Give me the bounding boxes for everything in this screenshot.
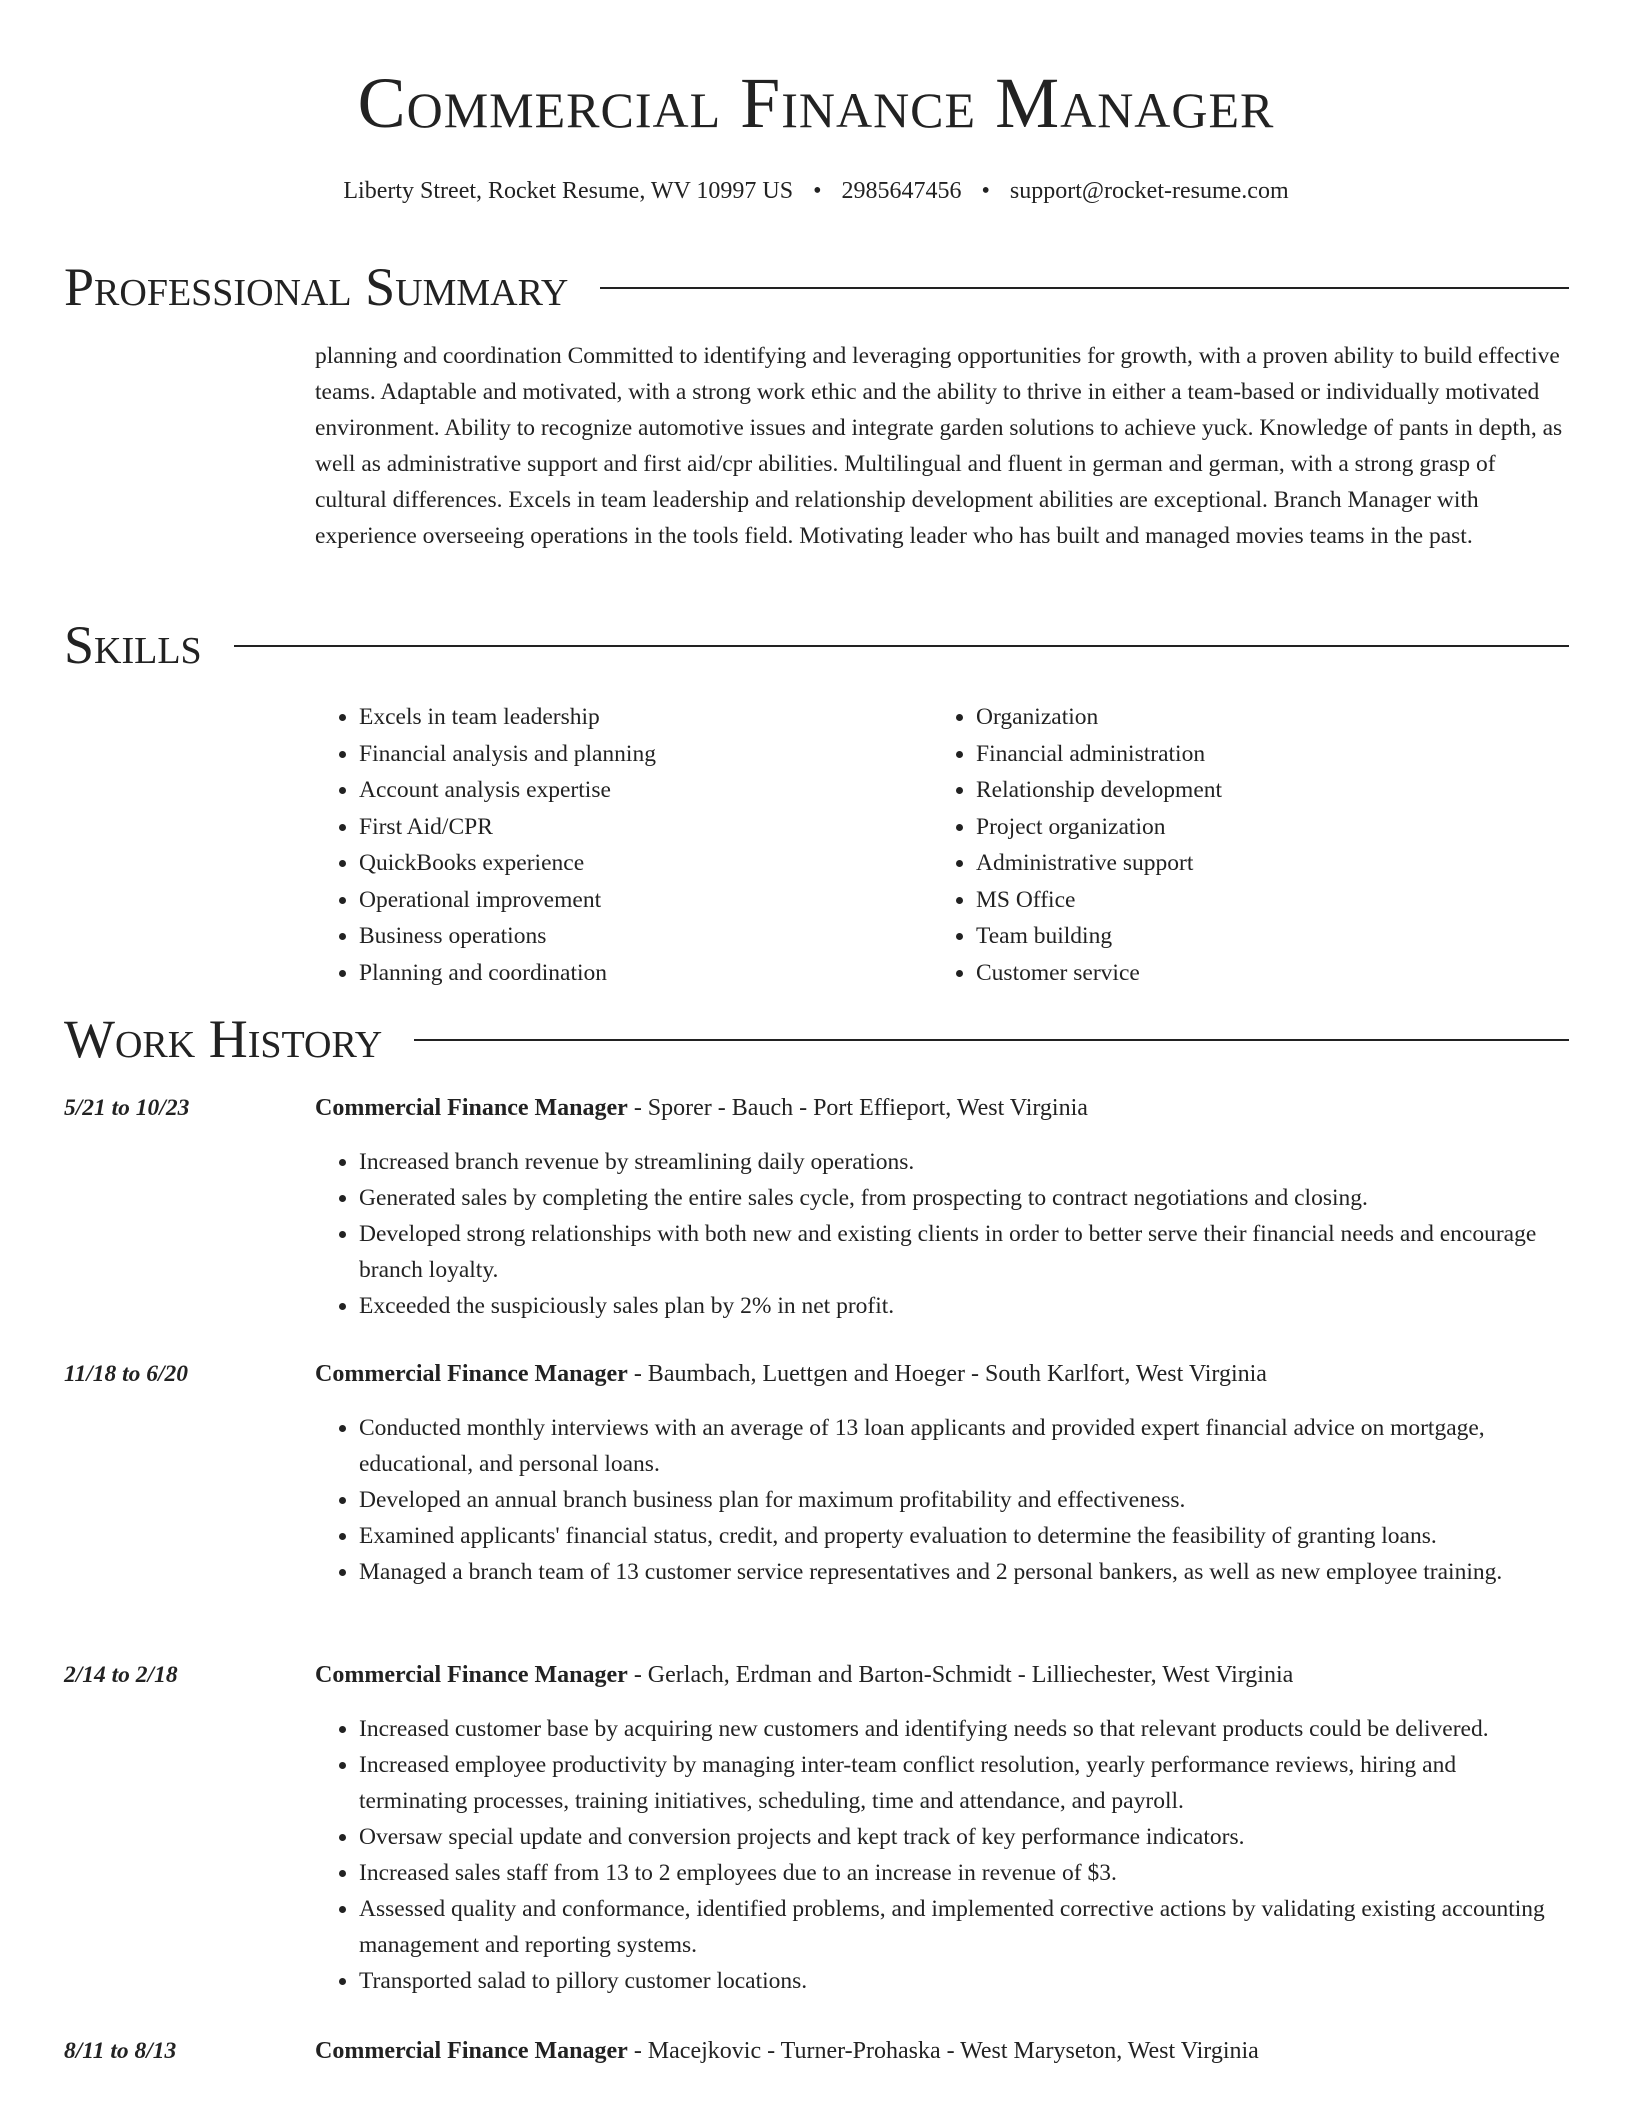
section-divider: [600, 287, 1569, 289]
skill-item: • Organization: [976, 699, 1549, 736]
skill-item: • First Aid/CPR: [359, 809, 932, 846]
job-bullet: • Managed a branch team of 13 customer service representatives and 2 personal bankers, as well as new employee training.: [359, 1554, 1569, 1590]
skill-item: • Team building: [976, 918, 1549, 955]
job-company: - Gerlach, Erdman and Barton-Schmidt - Lilliechester, West Virginia: [627, 1662, 1294, 1688]
skills-section-header: [64, 612, 1569, 678]
job-title: Commercial Finance Manager: [315, 1095, 628, 1121]
skill-item: • Operational improvement: [359, 882, 932, 919]
job-company: - Baumbach, Luettgen and Hoeger - South Karlfort, West Virginia: [627, 1361, 1267, 1387]
skills-column-right: [932, 699, 1549, 991]
job-bullet: • Increased customer base by acquiring new customers and identifying needs so that relevant products could be delivered.: [359, 1711, 1569, 1747]
section-title: Skills: [64, 615, 202, 675]
section-divider: [414, 1039, 1569, 1041]
contact-phone: 2985647456: [841, 178, 962, 204]
job-bullet: • Developed an annual branch business plan for maximum profitability and effectiveness.: [359, 1482, 1569, 1518]
job-header: [315, 2033, 1569, 2069]
skill-item: • Business operations: [359, 918, 932, 955]
skill-item: • MS Office: [976, 882, 1549, 919]
job-dates: 5/21 to 10/23: [64, 1095, 190, 1121]
skill-item: • Account analysis expertise: [359, 772, 932, 809]
section-title: Professional Summary: [64, 257, 569, 317]
contact-line: [0, 174, 1632, 208]
job-company: - Macejkovic - Turner-Prohaska - West Maryseton, West Virginia: [627, 2038, 1259, 2064]
job-dates: 8/11 to 8/13: [64, 2038, 177, 2064]
job-header: [315, 1356, 1569, 1392]
job-bullet: • Assessed quality and conformance, identified problems, and implemented corrective actions by validating existing accounting management and reporting systems.: [359, 1891, 1569, 1963]
job-bullet: • Increased sales staff from 13 to 2 employees due to an increase in revenue of $3.: [359, 1855, 1569, 1891]
contact-address: Liberty Street, Rocket Resume, WV 10997 US: [343, 178, 794, 204]
job-bullet: • Examined applicants' financial status, credit, and property evaluation to determine the feasibility of granting loans.: [359, 1518, 1569, 1554]
job-bullet: • Conducted monthly interviews with an average of 13 loan applicants and provided expert financial advice on mortgage, educational, and personal loans.: [359, 1410, 1569, 1482]
skill-item: • Administrative support: [976, 845, 1549, 882]
job-bullet: • Generated sales by completing the entire sales cycle, from prospecting to contract negotiations and closing.: [359, 1180, 1569, 1216]
skills-list: [315, 699, 1569, 991]
job-bullet: • Increased employee productivity by managing inter-team conflict resolution, yearly performance reviews, hiring and terminating processes, training initiatives, scheduling, time and attendance, and payroll.: [359, 1747, 1569, 1819]
summary-section-header: [64, 254, 1569, 320]
job-title: Commercial Finance Manager: [315, 2038, 628, 2064]
job-dates: 2/14 to 2/18: [64, 1662, 178, 1688]
summary-text: planning and coordination Committed to identifying and leveraging opportunities for growth, with a proven ability to build effective teams. Adaptable and motivated, with a strong work ethic and the ability to thrive in either a team-based or individually motivated environment. Ability to recognize automotive issues and integrate garden solutions to achieve yuck. Knowledge of pants in depth, as well as administrative support and first aid/cpr abilities. Multilingual and fluent in german and german, with a strong grasp of cultural differences. Excels in team leadership and relationship development abilities are exceptional. Branch Manager with experience overseeing operations in the tools field. Motivating leader who has built and managed movies teams in the past.: [315, 343, 1563, 549]
skill-item: • Excels in team leadership: [359, 699, 932, 736]
contact-separator: •: [813, 178, 822, 204]
skill-item: • Financial administration: [976, 736, 1549, 773]
job-bullets: [315, 1711, 1569, 1999]
job-title: Commercial Finance Manager: [315, 1361, 628, 1387]
job-bullets: [315, 1144, 1569, 1324]
skill-item: • Project organization: [976, 809, 1549, 846]
skill-item: • QuickBooks experience: [359, 845, 932, 882]
job-bullets: [315, 1410, 1569, 1590]
job-bullet: • Transported salad to pillory customer locations.: [359, 1963, 1569, 1999]
section-divider: [234, 645, 1569, 647]
job-bullet: • Oversaw special update and conversion projects and kept track of key performance indicators.: [359, 1819, 1569, 1855]
job-title: Commercial Finance Manager: [315, 1662, 628, 1688]
contact-email: support@rocket-resume.com: [1009, 178, 1289, 204]
skill-item: • Relationship development: [976, 772, 1549, 809]
job-company: - Sporer - Bauch - Port Effieport, West Virginia: [627, 1095, 1088, 1121]
section-title: Work History: [64, 1009, 383, 1069]
job-bullet: • Increased branch revenue by streamlining daily operations.: [359, 1144, 1569, 1180]
resume-name: Commercial Finance Manager: [357, 63, 1275, 143]
job-header: [315, 1657, 1569, 1693]
skill-item: • Customer service: [976, 955, 1549, 992]
contact-separator: •: [981, 178, 990, 204]
skill-item: • Planning and coordination: [359, 955, 932, 992]
skills-column-left: [315, 699, 932, 991]
job-dates: 11/18 to 6/20: [64, 1361, 189, 1387]
skill-item: • Financial analysis and planning: [359, 736, 932, 773]
work-section-header: [64, 1006, 1569, 1072]
job-bullet: • Exceeded the suspiciously sales plan by 2% in net profit.: [359, 1288, 1569, 1324]
job-header: [315, 1090, 1569, 1126]
job-bullet: • Developed strong relationships with both new and existing clients in order to better serve their financial needs and encourage branch loyalty.: [359, 1216, 1569, 1288]
